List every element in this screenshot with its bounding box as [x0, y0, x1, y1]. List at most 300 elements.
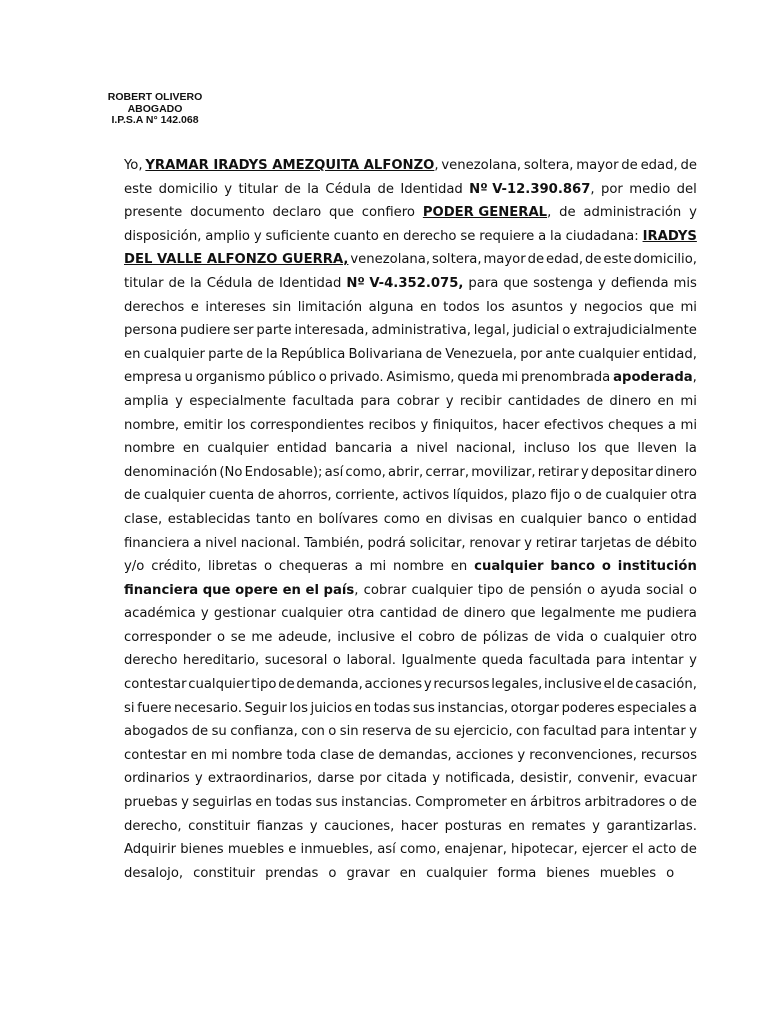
text-word: en [657, 393, 674, 409]
word-group [643, 225, 697, 249]
text-word: depositar [590, 464, 654, 480]
word-group [677, 178, 697, 202]
word-group [284, 178, 300, 202]
word-group [250, 414, 364, 438]
word-group [238, 178, 278, 202]
text-word: los [226, 417, 246, 433]
word-group [441, 154, 521, 178]
text-word: hipotecar, [511, 842, 578, 858]
text-word: todas [373, 700, 411, 716]
text-word: en [296, 511, 313, 527]
text-line [124, 201, 697, 225]
text-word: IRADYS [642, 228, 697, 244]
text-word: me [251, 629, 273, 645]
word-group [621, 154, 637, 178]
text-word: cualquier [411, 582, 473, 598]
text-word: (No [219, 464, 243, 480]
word-group [530, 579, 582, 603]
text-word: denominación [124, 464, 218, 480]
word-group [680, 154, 696, 178]
text-word: ser [233, 323, 254, 339]
text-word: o [263, 559, 273, 575]
text-word: hacer [502, 417, 540, 433]
text-word: cualquier [143, 346, 205, 362]
word-group [265, 649, 328, 673]
text-word: de [442, 606, 459, 622]
text-word: amplia [124, 393, 169, 409]
word-group [183, 649, 259, 673]
text-word: o [587, 582, 596, 598]
text-word: venezolana, [441, 158, 522, 173]
text-word: entidad, [642, 346, 697, 362]
text-word: parte [208, 346, 244, 362]
text-word: empresa [124, 370, 182, 386]
word-group [402, 484, 449, 508]
word-group [335, 437, 392, 461]
lawyer-name: ROBERT OLIVERO [107, 91, 203, 103]
word-group [124, 178, 152, 202]
text-line [124, 626, 697, 650]
text-word: judicial [512, 323, 560, 339]
word-group [207, 272, 253, 296]
text-word: cheques [608, 417, 664, 433]
word-group [461, 626, 477, 650]
text-line [124, 248, 697, 272]
text-word: financiera [124, 535, 190, 551]
word-group [438, 697, 509, 721]
word-group [188, 673, 249, 697]
text-word: de [680, 795, 697, 811]
word-group [453, 484, 508, 508]
word-group [255, 791, 271, 815]
text-word: garantizarlas. [606, 818, 697, 834]
text-word: remates [531, 818, 586, 834]
text-word: asuntos [511, 299, 564, 315]
text-word: por [520, 346, 543, 362]
word-group [266, 225, 330, 249]
word-group [538, 225, 546, 249]
word-group [281, 602, 342, 626]
text-word: intereses [205, 299, 266, 315]
word-group [286, 744, 316, 768]
text-word: correspondientes [249, 417, 365, 433]
word-group [124, 366, 182, 390]
word-group [510, 791, 526, 815]
text-word: extraordinarios, [207, 771, 313, 787]
text-word: otra [670, 488, 697, 504]
word-group [632, 838, 644, 862]
text-word: posturas [444, 818, 502, 834]
word-group [362, 201, 415, 225]
word-group [386, 366, 454, 390]
word-group [550, 225, 562, 249]
word-group [420, 296, 436, 320]
text-word: cualquier [578, 346, 640, 362]
word-group [576, 154, 618, 178]
text-word: o [589, 629, 598, 645]
word-group [124, 626, 211, 650]
word-group [124, 838, 176, 862]
text-word: PODER GENERAL [422, 205, 548, 221]
word-group [273, 201, 322, 225]
word-group [184, 414, 223, 438]
word-group [448, 508, 493, 532]
text-word: Bolivariana [348, 346, 423, 362]
text-word: privado. [329, 370, 384, 386]
text-line [124, 791, 697, 815]
word-group [669, 791, 677, 815]
word-group [635, 673, 697, 697]
word-group [641, 154, 678, 178]
word-group [592, 815, 600, 839]
word-group [217, 626, 225, 650]
word-group [307, 178, 319, 202]
text-line [124, 437, 697, 461]
word-group [208, 555, 257, 579]
word-group [655, 461, 697, 485]
text-word: tarjetas [580, 535, 632, 551]
text-word: este [124, 181, 153, 197]
word-group [400, 838, 440, 862]
word-group [668, 414, 676, 438]
text-line [124, 296, 697, 320]
word-group [272, 296, 291, 320]
text-word: venezolana, [350, 252, 431, 268]
word-group [334, 225, 379, 249]
text-word: de [584, 252, 602, 268]
text-word: forma [497, 865, 537, 881]
word-group [670, 484, 697, 508]
text-word: la [550, 228, 562, 244]
word-group [581, 461, 589, 485]
text-word: mayor [483, 252, 526, 268]
text-word: del [676, 181, 697, 197]
text-word: desalojo, [124, 865, 184, 881]
word-group [600, 720, 630, 744]
text-word: retirar [537, 464, 579, 480]
word-group [124, 154, 143, 178]
text-word: fianzas [256, 818, 304, 834]
text-word: o [573, 488, 582, 504]
text-word: o [332, 653, 341, 669]
word-group [601, 178, 623, 202]
text-word: , [547, 205, 552, 221]
word-group [416, 437, 448, 461]
text-word: cualquier [426, 865, 488, 881]
text-word: todos [443, 299, 480, 315]
text-word: derecho [124, 653, 178, 669]
text-word: me [620, 606, 642, 622]
word-group [265, 862, 323, 886]
word-group [583, 201, 681, 225]
word-group [464, 602, 506, 626]
text-word: y [598, 275, 606, 291]
word-group [401, 815, 438, 839]
letterhead [94, 92, 216, 127]
text-word: mis [673, 275, 697, 291]
text-word: cobrar [363, 582, 407, 598]
text-word: cobro [418, 629, 455, 645]
text-word: enajenar, [444, 842, 507, 858]
text-word: confiero [361, 205, 416, 221]
word-group [124, 815, 182, 839]
text-word: especialmente [189, 393, 286, 409]
word-group [124, 697, 135, 721]
word-group [400, 437, 408, 461]
word-group [208, 767, 312, 791]
word-group [544, 673, 602, 697]
text-line [124, 673, 697, 697]
word-group [188, 815, 250, 839]
text-word: intentar [633, 724, 686, 740]
text-word: hereditario, [182, 653, 260, 669]
text-word: inmuebles, [300, 842, 374, 858]
text-word: a [193, 535, 202, 551]
text-word: banco [587, 511, 628, 527]
text-word: cerrar, [425, 464, 470, 480]
word-group [191, 744, 207, 768]
word-group [617, 697, 686, 721]
text-word: de [358, 747, 375, 763]
word-group [524, 437, 570, 461]
word-group [620, 602, 641, 626]
text-word: bienes [546, 865, 590, 881]
text-word: y [524, 535, 532, 551]
text-word: o [668, 795, 677, 811]
word-group [328, 720, 336, 744]
text-word: que [503, 275, 529, 291]
word-group [370, 555, 387, 579]
text-word: a [400, 441, 409, 457]
text-word: convenir, [577, 771, 639, 787]
text-word: crédito, [151, 559, 202, 575]
word-group [319, 366, 327, 390]
word-group [420, 414, 428, 438]
word-group [680, 390, 697, 414]
word-group [183, 437, 199, 461]
word-group [348, 602, 375, 626]
word-group [508, 579, 524, 603]
text-word: de [634, 535, 652, 551]
text-line [124, 862, 697, 886]
text-word: en [354, 700, 372, 716]
word-group [584, 791, 665, 815]
word-group [214, 602, 276, 626]
text-word: defienda [610, 275, 669, 291]
word-group [124, 555, 144, 579]
word-group [550, 555, 595, 579]
text-word: ahorros, [277, 488, 332, 504]
text-word: necesario. [174, 700, 242, 716]
text-word: se [230, 629, 246, 645]
text-word: ejercer [581, 842, 628, 858]
text-word: especiales [617, 700, 687, 716]
word-group [374, 697, 411, 721]
text-word: y [200, 606, 209, 622]
word-group [469, 178, 594, 202]
text-word: se [460, 228, 476, 244]
word-group [446, 390, 454, 414]
text-word: y [309, 818, 318, 834]
word-group [512, 484, 547, 508]
word-group [541, 602, 616, 626]
word-group [184, 366, 192, 390]
text-word: facultad [543, 724, 597, 740]
word-group [559, 201, 575, 225]
text-word: su [434, 724, 451, 740]
text-word: gravar [346, 865, 390, 881]
text-word: administrativa, [371, 323, 471, 339]
word-group [359, 767, 381, 791]
word-group [378, 744, 451, 768]
text-word: cantidad [379, 606, 437, 622]
word-group [524, 532, 532, 556]
word-group [180, 319, 230, 343]
text-word: o [666, 865, 675, 881]
text-word: o [318, 370, 327, 386]
text-word: mi [680, 417, 697, 433]
text-word: entidad [646, 511, 697, 527]
text-word: edad, [640, 158, 678, 173]
text-word: muebles [599, 865, 657, 881]
word-group [386, 767, 427, 791]
word-group [257, 815, 304, 839]
word-group [443, 296, 480, 320]
word-group [328, 862, 341, 886]
text-word: titular [238, 181, 279, 197]
text-word: y [569, 299, 578, 315]
text-word: y [517, 747, 526, 763]
text-word: retirar [535, 535, 577, 551]
word-group [604, 626, 665, 650]
text-word: la [307, 181, 319, 197]
word-group [254, 225, 262, 249]
word-group [124, 390, 169, 414]
word-group [144, 343, 205, 367]
text-word: de [680, 158, 697, 173]
text-word: corresponder [124, 629, 212, 645]
text-word: en [124, 346, 141, 362]
word-group [618, 555, 697, 579]
word-group [288, 838, 296, 862]
text-word: y [181, 795, 189, 811]
text-word: administración [583, 205, 682, 221]
word-group [524, 154, 574, 178]
word-group [658, 390, 674, 414]
word-group [633, 720, 685, 744]
word-group [633, 508, 641, 532]
word-group [365, 673, 423, 697]
text-word: pudiere [180, 323, 231, 339]
text-word: YRAMAR IRADYS AMEZQUITA ALFONZO [145, 158, 435, 173]
text-line [124, 649, 697, 673]
text-word: ayuda [600, 582, 641, 598]
text-line [124, 838, 697, 862]
text-word: juicios [310, 700, 353, 716]
word-group [516, 720, 540, 744]
text-word: de [414, 724, 432, 740]
word-group [590, 626, 598, 650]
word-group [400, 178, 462, 202]
text-word: presente [124, 205, 183, 221]
word-group [451, 555, 467, 579]
text-word: para [468, 275, 499, 291]
word-group [641, 744, 697, 768]
text-word: o [601, 559, 611, 575]
text-word: de [586, 393, 604, 409]
text-word: medio [629, 181, 671, 197]
text-word: de [559, 205, 576, 221]
text-word: ante [545, 346, 575, 362]
word-group [578, 343, 639, 367]
text-word: ciudadana: [565, 228, 639, 244]
word-group [330, 366, 384, 390]
text-word: banco [550, 559, 596, 575]
word-group [585, 484, 601, 508]
word-group [671, 626, 697, 650]
word-group [566, 225, 639, 249]
text-word: darse [317, 771, 355, 787]
text-word: finiquitos, [432, 417, 498, 433]
word-group [574, 484, 582, 508]
text-word: mi [501, 370, 519, 386]
text-word: También, [304, 535, 364, 551]
word-group [520, 343, 542, 367]
word-group [124, 296, 184, 320]
word-group [346, 272, 463, 296]
word-group [346, 862, 394, 886]
text-word: los [486, 299, 505, 315]
text-word: pruebas [124, 795, 178, 811]
text-word: hacer [400, 818, 439, 834]
text-word: clase [320, 747, 355, 763]
word-group [355, 555, 363, 579]
text-line [124, 484, 697, 508]
text-word: Adquirir [124, 842, 177, 858]
text-word: recibos [368, 417, 416, 433]
word-group [350, 248, 430, 272]
text-word: en [508, 818, 525, 834]
text-word: y [580, 464, 589, 480]
text-word: acciones [455, 747, 514, 763]
text-word: cualquier [603, 629, 665, 645]
text-word: los [289, 700, 308, 716]
word-group [550, 484, 570, 508]
text-word: y [175, 393, 183, 409]
text-word: gestionar [213, 606, 277, 622]
word-group [345, 461, 385, 485]
word-group [603, 248, 631, 272]
text-word: reserva [362, 724, 412, 740]
text-word: en [450, 559, 468, 575]
word-group [346, 649, 396, 673]
word-group [573, 319, 697, 343]
word-group [264, 555, 272, 579]
text-word: de [680, 842, 697, 858]
word-group [124, 508, 162, 532]
text-word: este [603, 252, 632, 268]
word-group [530, 791, 581, 815]
text-line [124, 720, 697, 744]
text-word: Asimismo, [386, 370, 455, 386]
text-word: República [280, 346, 346, 362]
word-group [570, 296, 578, 320]
text-word: DEL VALLE ALFONZO GUERRA, [124, 252, 349, 268]
text-word: y [253, 228, 262, 244]
word-group [195, 767, 203, 791]
word-group [256, 319, 291, 343]
text-word: Identidad [400, 181, 463, 197]
